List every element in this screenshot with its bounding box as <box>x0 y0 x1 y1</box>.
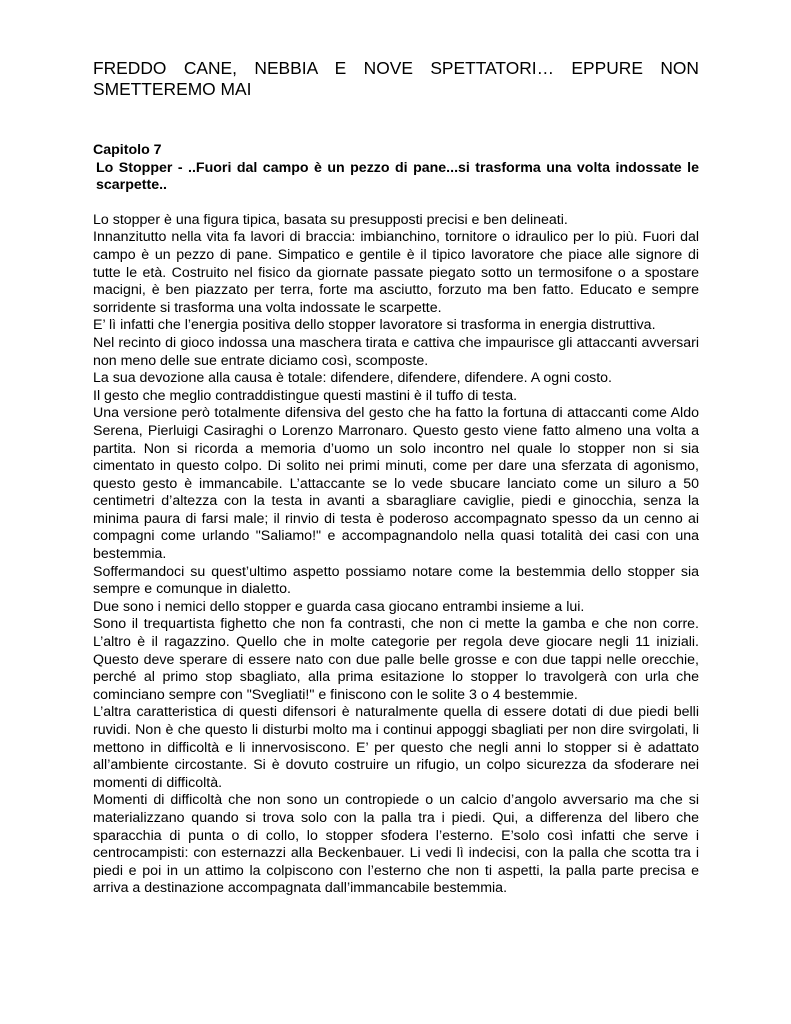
paragraph: Il gesto che meglio contraddistingue questi mastini è il tuffo di testa. <box>93 387 518 404</box>
paragraph: Lo stopper è una figura tipica, basata su presupposti precisi e ben delineati. <box>93 211 568 228</box>
paragraph: Momenti di difficoltà che non sono un contropiede o un calcio d’angolo avversario ma che si materializzano quando si trova solo con la palla tra i piedi. Qui, a differenza del libero che sparacchia di punta o di collo, lo stopper sfodera l’esterno. E’solo così infatti che serve i centrocampisti: con esternazzi alla Beckenbauer. Li vedi lì indecisi, con la palla che scotta tra i piedi e poi in un attimo la colpiscono con l’esterno che non ti aspetti, la palla parte precisa e arriva a destinazione accompagnata dall’immancabile bestemmia. <box>93 792 699 897</box>
body-text <box>93 212 699 898</box>
document-title: FREDDO CANE, NEBBIA E NOVE SPETTATORI… EPPURE NON SMETTEREMO MAI <box>93 58 699 99</box>
chapter-label: Capitolo 7 <box>93 142 162 158</box>
paragraph: Soffermandoci su quest’ultimo aspetto possiamo notare come la bestemmia dello stopper sia sempre e comunque in dialetto. <box>93 563 699 598</box>
chapter-subtitle: Lo Stopper - ..Fuori dal campo è un pezzo di pane...si trasforma una volta indossate le scarpette.. <box>96 159 699 194</box>
paragraph: Due sono i nemici dello stopper e guarda casa giocano entrambi insieme a lui. <box>93 598 585 615</box>
document-page <box>93 58 699 898</box>
paragraph: E’ lì infatti che l’energia positiva dello stopper lavoratore si trasforma in energia distruttiva. <box>93 317 656 334</box>
paragraph: L’altra caratteristica di questi difensori è naturalmente quella di essere dotati di due piedi belli ruvidi. Non è che questo li disturbi molto ma i continui appoggi sbagliati per non dire svirgolati, li mettono in difficoltà e li innervosiscono. E’ per questo che negli anni lo stopper si è adattato all’ambiente circostante. Si è dovuto costruire un rifugio, un colpo sicurezza da sfoderare nei momenti di difficoltà. <box>93 704 699 791</box>
paragraph: Una versione però totalmente difensiva del gesto che ha fatto la fortuna di attaccanti come Aldo Serena, Pierluigi Casiraghi o Lorenzo Marronaro. Questo gesto viene fatto almeno una volta a partita. Non si ricorda a memoria d’uomo un solo incontro nel quale lo stopper non si sia cimentato in questo colpo. Di solito nei primi minuti, come per dare una sferzata di agonismo, questo gesto è immancabile. L’attaccante se lo vede sbucare lanciato come un siluro a 50 centimetri d’altezza con la testa in avanti a sbaragliare caviglie, piedi e ginocchia, senza la minima paura di farsi male; il rinvio di testa è poderoso accompagnato spesso da un cenno ai compagni come urlando "Saliamo!" e accompagnandolo nella quasi totalità dei casi con una bestemmia. <box>93 405 699 563</box>
paragraph: Innanzitutto nella vita fa lavori di braccia: imbianchino, tornitore o idraulico per lo più. Fuori dal campo è un pezzo di pane. Simpatico e gentile è il tipico lavoratore che piace alle signore di tutte le età. Costruito nel fisico da giornate passate piegato sotto un termosifone o a spostare macigni, è ben piazzato per terra, forte ma asciutto, forzuto ma ben fatto. Educato e sempre sorridente si trasforma una volta indossate le scarpette. <box>93 229 699 316</box>
paragraph: Sono il trequartista fighetto che non fa contrasti, che non ci mette la gamba e che non corre. L’altro è il ragazzino. Quello che in molte categorie per regola deve giocare negli 11 iniziali. Questo deve sperare di essere nato con due palle belle grosse e con due tappi nelle orecchie, perché al primo stop sbagliato, alla prima esitazione lo stopper lo travolgerà con urla che cominciano sempre con "Svegliati!" e finiscono con le solite 3 o 4 bestemmie. <box>93 616 699 703</box>
paragraph: La sua devozione alla causa è totale: difendere, difendere, difendere. A ogni costo. <box>93 370 612 387</box>
paragraph: Nel recinto di gioco indossa una maschera tirata e cattiva che impaurisce gli attaccanti avversari non meno delle sue entrate diciamo così, scomposte. <box>93 334 699 369</box>
